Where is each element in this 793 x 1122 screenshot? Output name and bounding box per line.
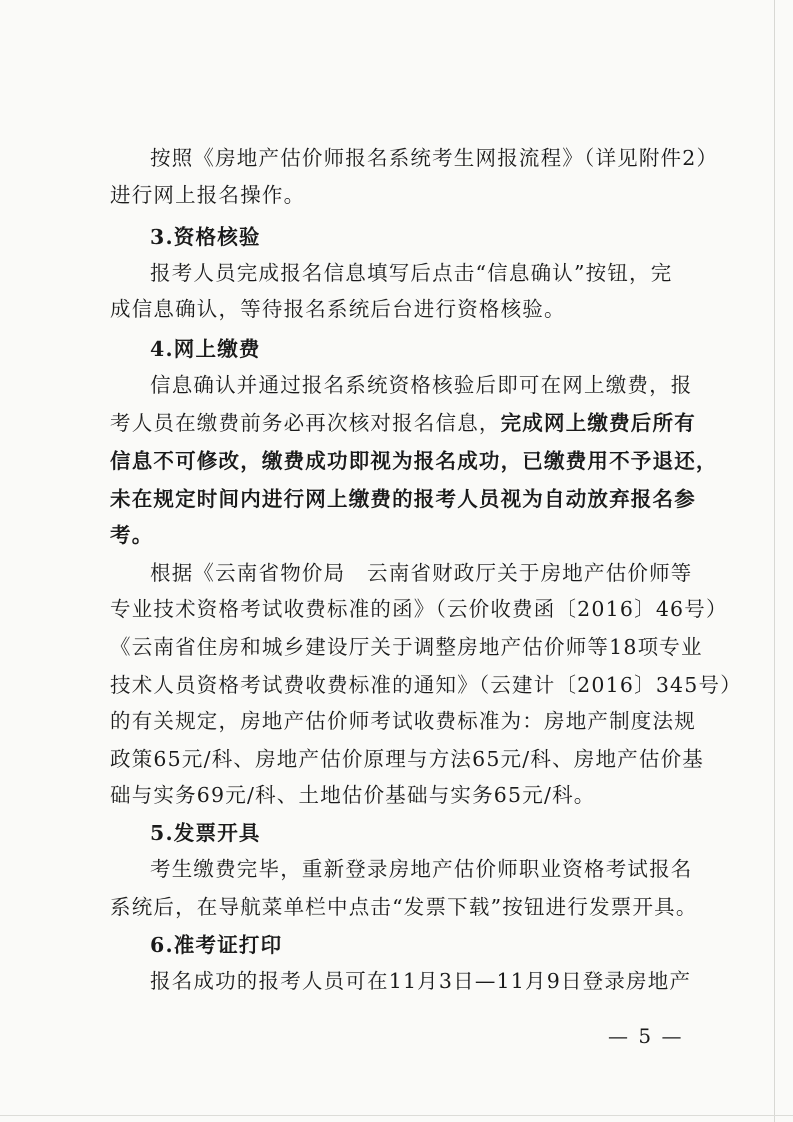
- bold-text-line: 考。: [110, 523, 154, 547]
- text-line: 成信息确认，等待报名系统后台进行资格核验。: [110, 297, 566, 321]
- text-line: 进行网上报名操作。: [110, 183, 306, 207]
- text-line: 按照《房地产估价师报名系统考生网报流程》（详见附件2）: [150, 146, 719, 170]
- text-line: 础与实务69元/科、土地估价基础与实务65元/科。: [110, 783, 596, 807]
- text-line: 技术人员资格考试费收费标准的通知》（云建计〔2016〕345号）: [110, 673, 742, 697]
- text-line: 报名成功的报考人员可在11月3日—11月9日登录房地产: [150, 969, 692, 993]
- text-line: 专业技术资格考试收费标准的函》（云价收费函〔2016〕46号）: [110, 597, 728, 621]
- section-heading-6: 6.准考证打印: [150, 933, 283, 957]
- text-line: 报考人员完成报名信息填写后点击“信息确认”按钮，完: [150, 261, 673, 285]
- section-heading-5: 5.发票开具: [150, 821, 261, 845]
- bold-text-line: 信息不可修改，缴费成功即视为报名成功，已缴费用不予退还，: [110, 449, 718, 473]
- text-line: 《云南省住房和城乡建设厅关于调整房地产估价师等18项专业: [110, 635, 703, 659]
- page-edge-bottom: [0, 1115, 793, 1116]
- text-line: 系统后，在导航菜单栏中点击“发票下载”按钮进行发票开具。: [110, 895, 698, 919]
- text-line: 信息确认并通过报名系统资格核验后即可在网上缴费，报: [150, 373, 693, 397]
- section-heading-3: 3.资格核验: [150, 225, 261, 249]
- text-line-mixed: [110, 408, 696, 438]
- page-edge-right: [774, 0, 775, 1122]
- text-line: 考生缴费完毕，重新登录房地产估价师职业资格考试报名: [150, 857, 693, 881]
- text-span: 考人员在缴费前务必再次核对报名信息，: [110, 411, 501, 435]
- text-line: 的有关规定，房地产估价师考试收费标准为：房地产制度法规: [110, 709, 696, 733]
- text-line: 根据《云南省物价局 云南省财政厅关于房地产估价师等: [150, 561, 693, 585]
- text-line: 政策65元/科、房地产估价原理与方法65元/科、房地产估价基: [110, 747, 704, 771]
- bold-text-line: 未在规定时间内进行网上缴费的报考人员视为自动放弃报名参: [110, 487, 696, 511]
- section-heading-4: 4.网上缴费: [150, 337, 261, 361]
- page-number: — 5 —: [608, 1024, 684, 1048]
- bold-text-span: 完成网上缴费后所有: [500, 411, 696, 435]
